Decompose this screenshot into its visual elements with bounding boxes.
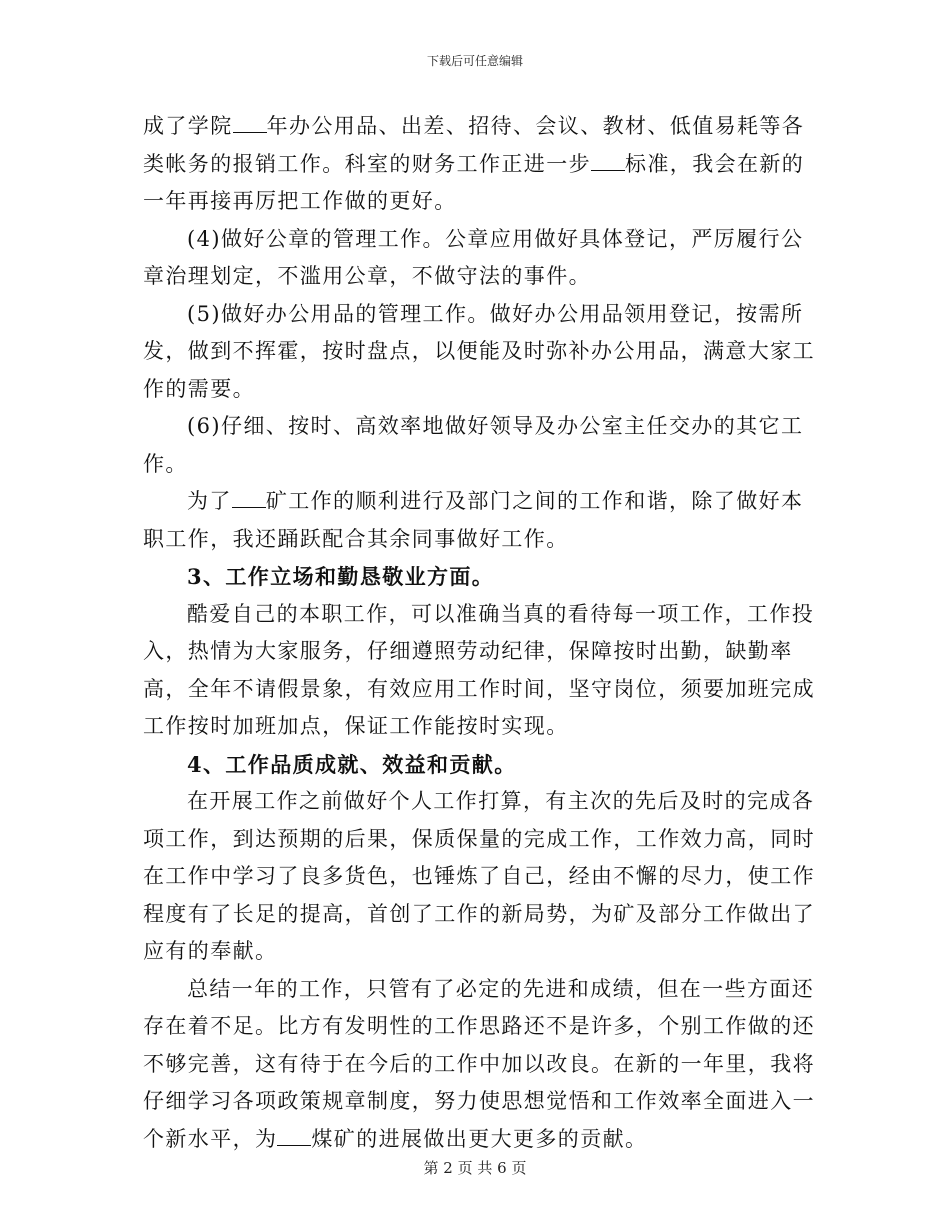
- heading-text: 4、工作品质成就、效益和贡献。: [187, 751, 517, 777]
- text-segment: 总结一年的工作，只管有了必定的先进和成绩，但在一些方面还存在着不足。比方有发明性的工作思路还不是许多，个别工作做的还不够完善，这有待于在今后的工作中加以改良。在新的一年里，我将仔细学习各项政策规章制度，努力使思想觉悟和工作效率全面进入一个新水平，为: [143, 976, 815, 1151]
- text-segment: 成了学院: [143, 114, 233, 138]
- section-heading-3: [143, 558, 823, 596]
- section-heading-4: [143, 746, 823, 784]
- paragraph-work-attitude: [143, 596, 823, 746]
- fill-in-blank: [233, 116, 267, 133]
- text-segment: 在开展工作之前做好个人工作打算，有主次的先后及时的完成各项工作，到达预期的后果，保质保量的完成工作，工作效力高，同时在工作中学习了良多货色，也锤炼了自己，经由不懈的尽力，使工作程度有了长足的提高，首创了工作的新局势，为矿及部分工作做出了应有的奉献。: [143, 789, 815, 963]
- paragraph-seal-management: [143, 221, 823, 296]
- text-segment: (4)做好公章的管理工作。公章应用做好具体登记，严厉履行公章治理划定，不滥用公章，不做守法的事件。: [143, 226, 804, 288]
- text-segment: 酷爱自己的本职工作，可以准确当真的看待每一项工作，工作投入，热情为大家服务，仔细遵照劳动纪律，保障按时出勤，缺勤率高，全年不请假景象，有效应用工作时间，坚守岗位，须要加班完成工作按时加班加点，保证工作能按时实现。: [143, 601, 815, 738]
- paragraph-cooperation: [143, 483, 823, 558]
- paragraph-other-tasks: [143, 408, 823, 483]
- text-segment: 为了: [187, 489, 232, 513]
- fill-in-blank: [277, 1129, 311, 1146]
- paragraph-1: [143, 108, 823, 221]
- page-header: 下载后可任意编辑: [426, 54, 523, 68]
- paragraph-summary: [143, 971, 823, 1159]
- text-segment: 矿工作的顺利进行及部门之间的工作和谐，除了做好本职工作，我还踊跃配合其余同事做好工作。: [143, 489, 804, 551]
- text-segment: 煤矿的进展做出更大更多的贡献。: [311, 1126, 648, 1151]
- paragraph-office-supplies: [143, 296, 823, 409]
- text-segment: (5)做好办公用品的管理工作。做好办公用品领用登记，按需所发，做到不挥霍，按时盘点，以便能及时弥补办公用品，满意大家工作的需要。: [143, 301, 815, 401]
- page-footer: 第 2 页 共 6 页: [423, 1159, 527, 1177]
- heading-text: 3、工作立场和勤恳敬业方面。: [187, 564, 495, 589]
- fill-in-blank: [232, 491, 266, 508]
- fill-in-blank: [591, 154, 625, 171]
- text-segment: 标准，我会在新的一年再接再厉把工作做的更好。: [143, 151, 805, 213]
- text-segment: 年办公用品、出差、招待、会议、教材、低值易耗等各类帐务的报销工作。科室的财务工作正进一步: [143, 114, 805, 176]
- paragraph-work-quality: [143, 783, 823, 971]
- document-body: [143, 108, 823, 1158]
- text-segment: (6)仔细、按时、高效率地做好领导及办公室主任交办的其它工作。: [143, 414, 804, 476]
